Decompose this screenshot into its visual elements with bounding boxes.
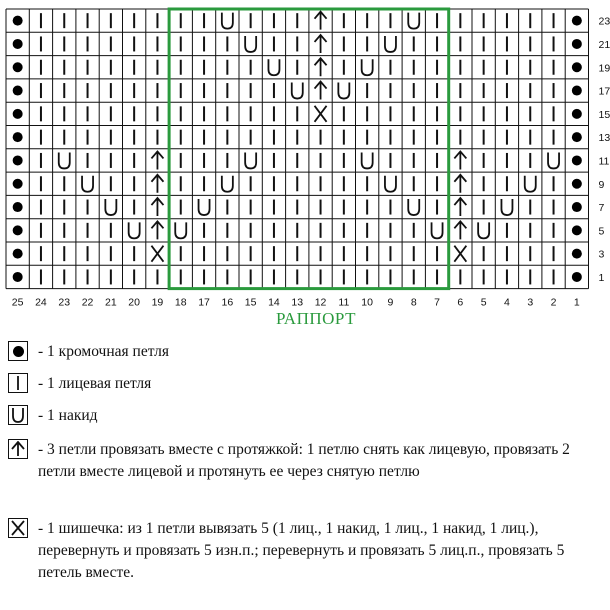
legend-text: - 3 петли провязать вместе с протяжкой: 1 петлю снять как лицевую, провязать 2 петли вместе лицевой и протянуть ее через снятую петлю	[38, 441, 570, 480]
edge-stitch-dot	[13, 202, 23, 212]
chart-cell	[129, 222, 140, 238]
decrease-arrow-mark	[151, 221, 163, 239]
column-label: 25	[11, 296, 24, 309]
edge-stitch-dot	[13, 132, 23, 142]
chart-cell	[268, 59, 279, 75]
yarn-over-mark	[292, 83, 303, 99]
decrease-arrow-mark	[454, 221, 466, 239]
yarn-over-mark	[501, 199, 512, 215]
chart-cell	[572, 132, 582, 142]
chart-cell	[572, 86, 582, 96]
row-label: 21	[598, 38, 610, 51]
row-label: 7	[598, 202, 605, 215]
chart-cell	[454, 221, 466, 239]
edge-stitch-dot	[572, 272, 582, 282]
chart-cell	[454, 175, 466, 193]
decrease-arrow-mark	[454, 151, 466, 169]
decrease-arrow-mark	[315, 35, 327, 53]
edge-stitch-dot	[13, 86, 23, 96]
yarn-over-mark	[268, 59, 279, 75]
chart-cell	[105, 199, 116, 215]
row-label: 5	[598, 225, 605, 238]
yarn-over-mark	[338, 83, 349, 99]
yarn-over-mark	[432, 222, 443, 238]
chart-cell	[199, 199, 210, 215]
yarn-over-mark	[245, 152, 256, 168]
yarn-over-mark	[408, 199, 419, 215]
chart-cell	[315, 35, 327, 53]
chart-cell	[13, 132, 23, 142]
legend-text: - 1 накид	[38, 407, 98, 424]
edge-stitch-dot	[13, 62, 23, 72]
chart-cell	[151, 198, 163, 216]
chart-cell	[501, 199, 512, 215]
column-label: 6	[457, 296, 464, 309]
column-label: 2	[550, 296, 557, 309]
bobble-x-mark	[315, 106, 327, 122]
column-label: 8	[410, 296, 417, 309]
yarn-over-mark	[548, 152, 559, 168]
yarn-over-mark	[105, 199, 116, 215]
column-label: 15	[244, 296, 257, 309]
chart-cell	[13, 179, 23, 189]
chart-cell	[572, 249, 582, 259]
edge-stitch-dot	[13, 272, 23, 282]
chart-cell	[13, 249, 23, 259]
chart-cell	[13, 155, 23, 165]
chart-cell	[315, 106, 327, 122]
chart-cell	[362, 59, 373, 75]
yarn-over-mark	[478, 222, 489, 238]
row-label: 11	[598, 155, 610, 168]
chart-cell	[572, 202, 582, 212]
yarn-over-mark	[82, 176, 93, 192]
knit-stitch-icon	[8, 373, 28, 393]
chart-cell	[454, 151, 466, 169]
column-label: 4	[504, 296, 510, 309]
yarn-over-mark	[199, 199, 210, 215]
chart-cell	[151, 221, 163, 239]
chart-cell	[13, 39, 23, 49]
chart-cell	[175, 222, 186, 238]
yarn-over-mark	[362, 59, 373, 75]
yarn-over-mark	[245, 36, 256, 52]
column-label: 21	[105, 296, 117, 309]
column-label: 1	[573, 296, 580, 309]
rapport-label: РАППОРТ	[276, 309, 356, 328]
edge-stitch-dot	[572, 16, 582, 26]
yarn-over-mark	[129, 222, 140, 238]
bobble-x-mark	[454, 246, 466, 262]
chart-cell	[548, 152, 559, 168]
chart-cell	[13, 225, 23, 235]
chart-cell	[362, 152, 373, 168]
legend-text: - 1 лицевая петля	[38, 375, 152, 392]
row-label: 19	[598, 62, 610, 75]
chart-cell	[151, 151, 163, 169]
column-label: 16	[221, 296, 234, 309]
decrease-arrow-mark	[151, 151, 163, 169]
edge-stitch-dot	[13, 249, 23, 259]
row-label: 23	[598, 15, 610, 28]
chart-cell	[13, 202, 23, 212]
chart-cell	[572, 109, 582, 119]
edge-stitch-dot	[572, 249, 582, 259]
chart-cell	[13, 62, 23, 72]
chart-cell	[572, 62, 582, 72]
chart-cell	[454, 246, 466, 262]
yarn-over-mark	[385, 36, 396, 52]
row-label: 15	[598, 108, 610, 121]
chart-cell	[13, 109, 23, 119]
legend-text: - 1 кромочная петля	[38, 343, 169, 360]
chart-cell	[572, 155, 582, 165]
chart-cell	[572, 272, 582, 282]
yarn-over-icon	[8, 405, 28, 425]
edge-stitch-dot	[13, 155, 23, 165]
chart-cell	[82, 176, 93, 192]
edge-stitch-dot	[572, 225, 582, 235]
decrease-arrow-mark	[151, 175, 163, 193]
column-label: 17	[198, 296, 210, 309]
column-label: 11	[338, 296, 350, 309]
column-label: 18	[174, 296, 187, 309]
chart-cell	[315, 12, 327, 30]
rapport-label-wrap	[0, 309, 610, 329]
column-label: 19	[151, 296, 164, 309]
up-arrow-icon	[8, 439, 28, 459]
decrease-arrow-mark	[315, 12, 327, 30]
chart-cell	[525, 176, 536, 192]
decrease-arrow-mark	[454, 198, 466, 216]
chart-cell	[292, 83, 303, 99]
chart-cell	[222, 13, 233, 29]
column-label: 7	[434, 296, 440, 309]
chart-cell	[385, 36, 396, 52]
yarn-over-mark	[222, 13, 233, 29]
chart-cell	[408, 199, 419, 215]
column-label: 10	[361, 296, 373, 309]
dot-icon	[8, 341, 28, 361]
edge-stitch-dot	[13, 16, 23, 26]
chart-cell	[478, 222, 489, 238]
chart-cell	[572, 225, 582, 235]
column-label: 9	[387, 296, 394, 309]
yarn-over-mark	[362, 152, 373, 168]
decrease-arrow-mark	[454, 175, 466, 193]
edge-stitch-dot	[572, 132, 582, 142]
decrease-arrow-mark	[315, 58, 327, 76]
chart-cell	[572, 16, 582, 26]
edge-stitch-dot	[572, 109, 582, 119]
chart-cell	[432, 222, 443, 238]
column-label: 12	[314, 296, 327, 309]
edge-stitch-dot	[572, 155, 582, 165]
chart-cell	[151, 175, 163, 193]
decrease-arrow-mark	[151, 198, 163, 216]
edge-stitch-dot	[572, 62, 582, 72]
decrease-arrow-mark	[315, 82, 327, 100]
column-label: 20	[128, 296, 140, 309]
chart-cell	[59, 152, 70, 168]
yarn-over-mark	[222, 176, 233, 192]
chart-cell	[385, 176, 396, 192]
edge-stitch-dot	[572, 202, 582, 212]
column-label: 3	[527, 296, 534, 309]
row-label: 3	[598, 248, 605, 261]
chart-cell	[572, 39, 582, 49]
column-label: 14	[268, 296, 280, 309]
chart-cell	[13, 272, 23, 282]
row-label: 13	[598, 132, 610, 145]
chart-cell	[151, 246, 163, 262]
column-label: 24	[35, 296, 47, 309]
yarn-over-mark	[59, 152, 70, 168]
chart-cell	[245, 36, 256, 52]
chart-cell	[222, 176, 233, 192]
chart-cell	[408, 13, 419, 29]
chart-cell	[572, 179, 582, 189]
edge-stitch-dot	[13, 39, 23, 49]
chart-cell	[245, 152, 256, 168]
chart-cell	[13, 86, 23, 96]
yarn-over-mark	[408, 13, 419, 29]
bobble-x-mark	[151, 246, 163, 262]
edge-stitch-dot	[572, 86, 582, 96]
yarn-over-mark	[175, 222, 186, 238]
row-label: 1	[598, 271, 605, 284]
row-label: 9	[598, 178, 605, 191]
edge-stitch-dot	[572, 179, 582, 189]
chart-cell	[315, 82, 327, 100]
chart-cell	[13, 16, 23, 26]
edge-stitch-dot	[572, 39, 582, 49]
column-label: 22	[81, 296, 94, 309]
yarn-over-mark	[385, 176, 396, 192]
edge-stitch-dot	[13, 109, 23, 119]
column-label: 23	[58, 296, 71, 309]
edge-stitch-dot	[13, 225, 23, 235]
edge-stitch-dot	[13, 179, 23, 189]
chart-cell	[338, 83, 349, 99]
chart-cell	[315, 58, 327, 76]
column-label: 13	[291, 296, 304, 309]
chart-cell	[454, 198, 466, 216]
row-label: 17	[598, 85, 610, 98]
legend-text: - 1 шишечка: из 1 петли вывязать 5 (1 лиц., 1 накид, 1 лиц., 1 накид, 1 лиц.), перевернуть и провязать 5 изн.п.; перевернуть и провязать 5 лиц.п., провязать 5 петель вместе.	[38, 520, 565, 581]
yarn-over-mark	[525, 176, 536, 192]
x-icon	[8, 518, 28, 538]
column-label: 5	[480, 296, 487, 309]
